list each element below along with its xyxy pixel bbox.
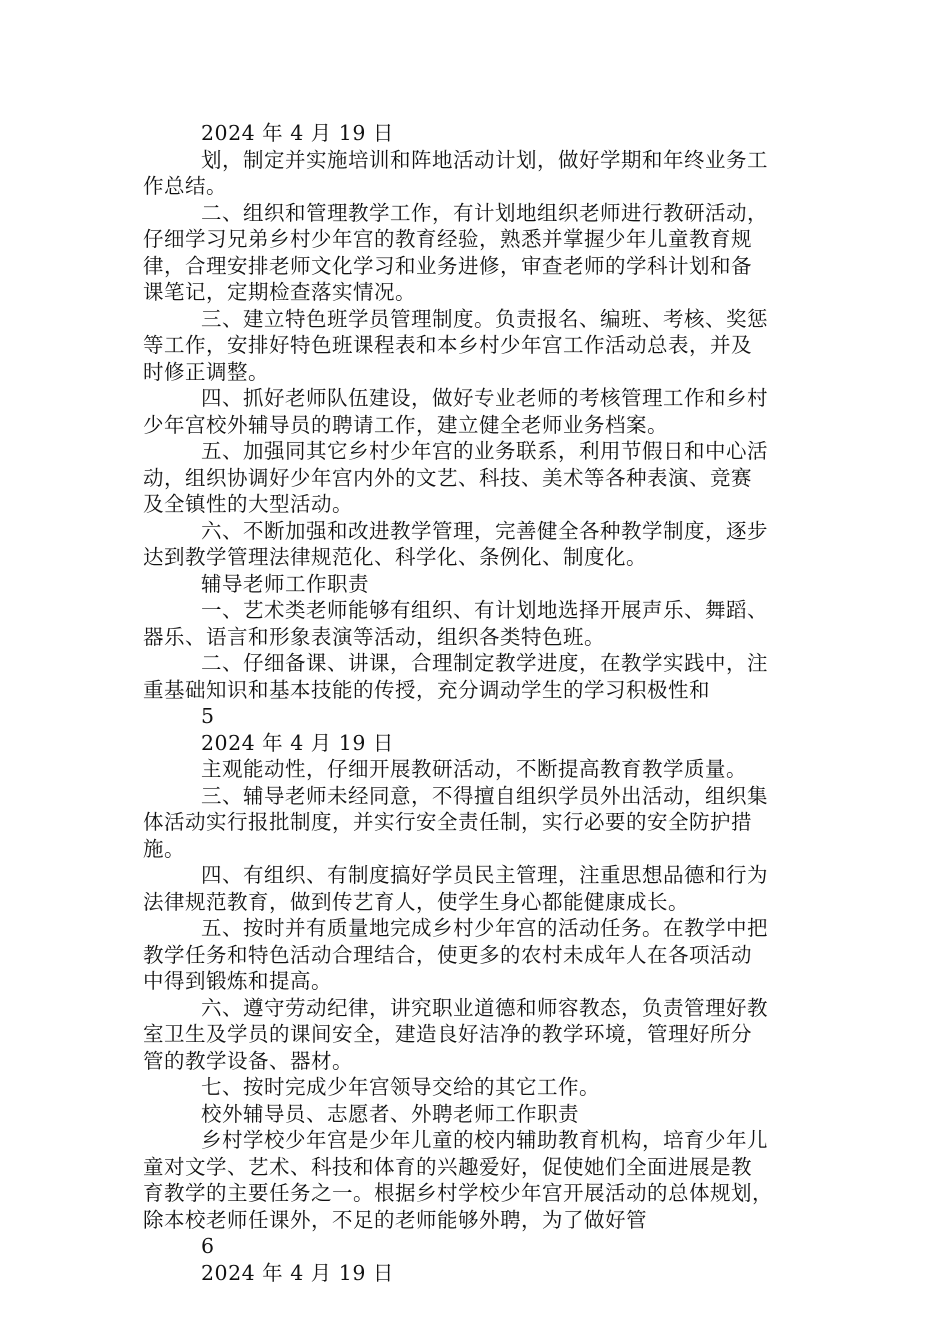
text-line: 中得到锻炼和提高。 [143, 969, 332, 993]
text-line: 等工作，安排好特色班课程表和本乡村少年宫工作活动总表，并及 [143, 333, 752, 357]
text-line: 2024 年 4 月 19 日 [201, 730, 394, 755]
text-line: 教学任务和特色活动合理结合，使更多的农村未成年人在各项活动 [143, 942, 752, 967]
text-line: 划，制定并实施培训和阵地活动计划，做好学期和年终业务工 [201, 147, 768, 172]
text-line: 童对文学、艺术、科技和体育的兴趣爱好，促使她们全面进展是教 [143, 1154, 752, 1179]
text-line: 课笔记，定期检查落实情况。 [143, 280, 416, 304]
text-line: 育教学的主要任务之一。根据乡村学校少年宫开展活动的总体规划， [143, 1181, 773, 1205]
text-line: 七、按时完成少年宫领导交给的其它工作。 [201, 1075, 600, 1099]
text-line: 仔细学习兄弟乡村少年宫的教育经验，熟悉并掌握少年儿童教育规 [143, 227, 752, 251]
text-line: 主观能动性，仔细开展教研活动，不断提高教育教学质量。 [201, 757, 747, 781]
text-line: 辅导老师工作职责 [201, 571, 369, 596]
text-line: 2024 年 4 月 19 日 [201, 121, 394, 145]
text-line: 2024 年 4 月 19 日 [201, 1260, 394, 1285]
text-line: 律，合理安排老师文化学习和业务进修，审查老师的学科计划和备 [143, 253, 752, 278]
text-line: 体活动实行报批制度，并实行安全责任制，实行必要的安全防护措 [143, 810, 752, 834]
text-line: 少年宫校外辅导员的聘请工作，建立健全老师业务档案。 [143, 412, 668, 437]
text-line: 时修正调整。 [143, 359, 269, 384]
text-line: 三、辅导老师未经同意，不得擅自组织学员外出活动，组织集 [201, 783, 768, 808]
text-line: 乡村学校少年宫是少年儿童的校内辅助教育机构，培育少年儿 [201, 1128, 768, 1152]
text-line: 6 [201, 1234, 215, 1258]
text-line: 四、抓好老师队伍建设，做好专业老师的考核管理工作和乡村 [201, 386, 768, 410]
text-line: 达到教学管理法律规范化、科学化、条例化、制度化。 [143, 545, 647, 569]
text-line: 作总结。 [143, 174, 227, 198]
text-line: 五、按时并有质量地完成乡村少年宫的活动任务。在教学中把 [201, 916, 768, 940]
text-line: 五、加强同其它乡村少年宫的业务联系，利用节假日和中心活 [201, 439, 768, 463]
text-line: 5 [201, 704, 215, 728]
text-line: 六、遵守劳动纪律，讲究职业道德和师容教态，负责管理好教 [201, 995, 768, 1020]
text-line: 室卫生及学员的课间安全，建造良好洁净的教学环境，管理好所分 [143, 1022, 752, 1046]
text-line: 二、仔细备课、讲课，合理制定教学进度，在教学实践中，注 [201, 651, 768, 675]
text-line: 施。 [143, 836, 185, 861]
text-line: 管的教学设备、器材。 [143, 1048, 353, 1073]
text-line: 动，组织协调好少年宫内外的文艺、科技、美术等各种表演、竞赛 [143, 465, 752, 490]
text-line: 三、建立特色班学员管理制度。负责报名、编班、考核、奖惩 [201, 306, 768, 331]
text-line: 重基础知识和基本技能的传授，充分调动学生的学习积极性和 [143, 677, 710, 702]
text-line: 器乐、语言和形象表演等活动，组织各类特色班。 [143, 624, 605, 649]
text-line: 四、有组织、有制度搞好学员民主管理，注重思想品德和行为 [201, 863, 768, 887]
text-line: 校外辅导员、志愿者、外聘老师工作职责 [201, 1101, 579, 1126]
text-line: 一、艺术类老师能够有组织、有计划地选择开展声乐、舞蹈、 [201, 598, 768, 622]
text-line: 除本校老师任课外，不足的老师能够外聘，为了做好管 [143, 1207, 647, 1232]
text-line: 六、不断加强和改进教学管理，完善健全各种教学制度，逐步 [201, 518, 768, 543]
text-line: 二、组织和管理教学工作，有计划地组织老师进行教研活动， [201, 200, 768, 225]
document-page [143, 120, 823, 1286]
text-line: 及全镇性的大型活动。 [143, 492, 353, 516]
text-line: 法律规范教育，做到传艺育人，使学生身心都能健康成长。 [143, 889, 689, 914]
